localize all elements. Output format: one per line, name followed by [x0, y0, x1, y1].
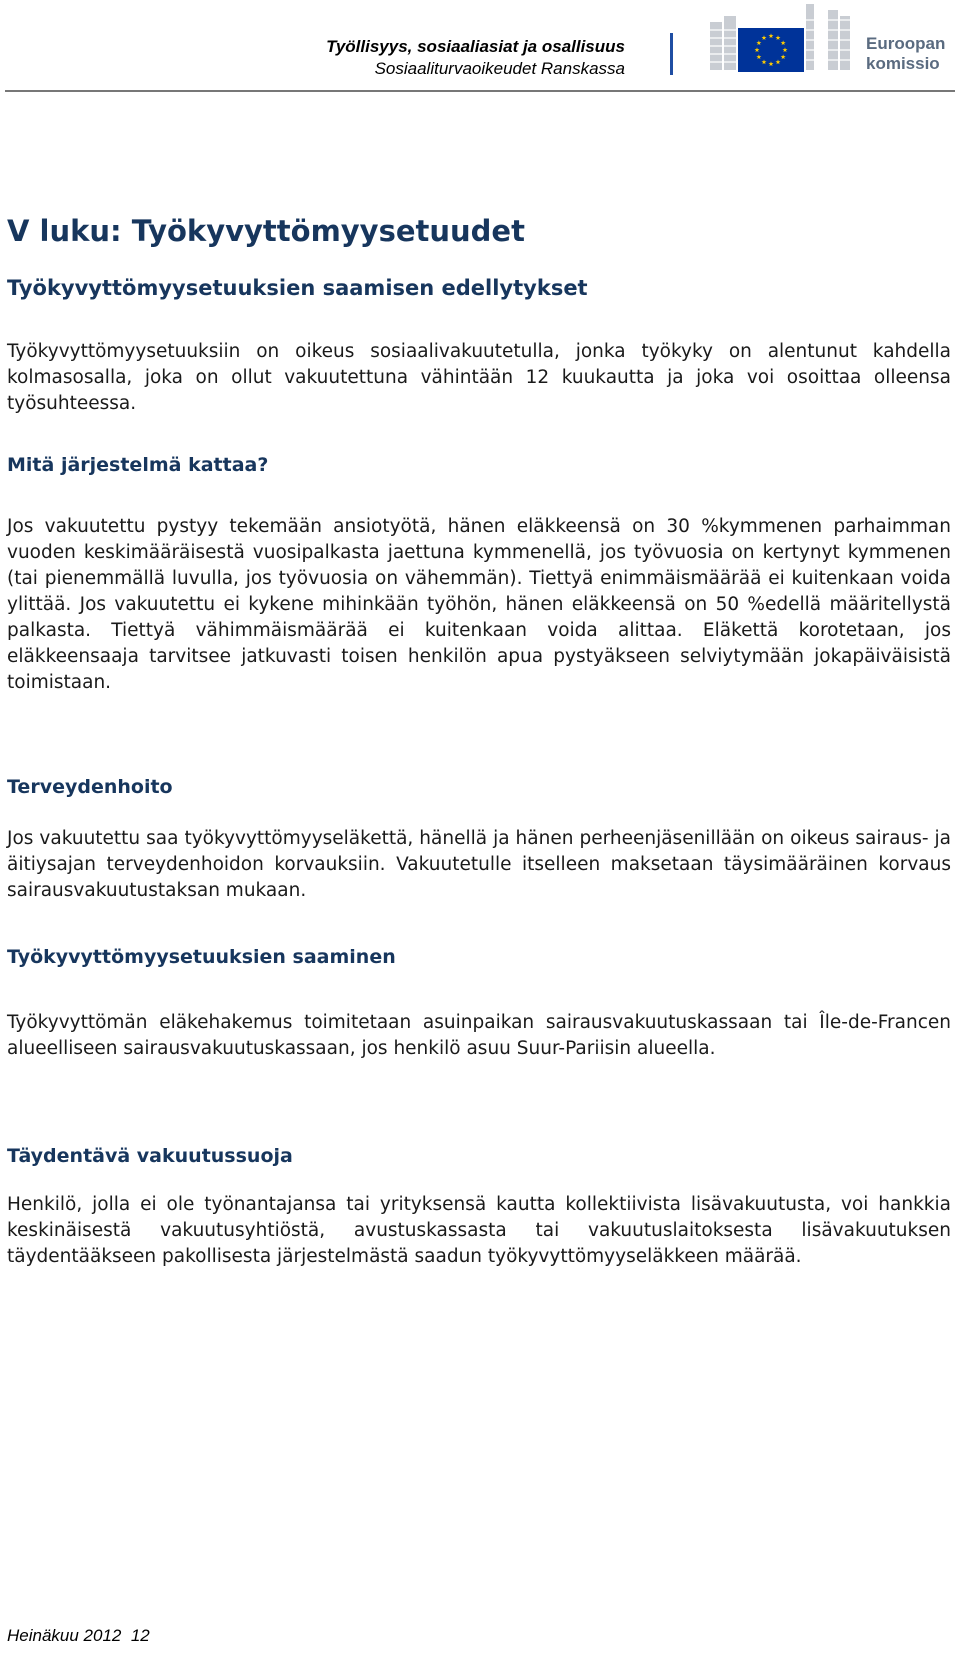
logo-text — [866, 34, 945, 74]
section-title-coverage: Mitä järjestelmä kattaa? — [7, 454, 269, 476]
chapter-title: V luku: Työkyvyttömyysetuudet — [7, 214, 525, 248]
logo-line2: komissio — [866, 54, 940, 73]
section-title-eligibility: Työkyvyttömyysetuuksien saamisen edellytykset — [7, 276, 588, 300]
section-title-healthcare: Terveydenhoito — [7, 776, 173, 798]
header-subtitle: Sosiaaliturvaoikeudet Ranskassa — [374, 59, 625, 78]
berlaymont-flag-icon — [710, 0, 860, 78]
page-header — [0, 0, 960, 92]
paragraph-coverage: Jos vakuutettu pystyy tekemään ansiotyötä, hänen eläkkeensä on 30 %kymmenen parhaimman vuoden keskimääräisestä vuosipalkasta jaettuna kymmenellä, jos työvuosia on kertynyt kymmenen (tai pienemmällä luvulla, jos työvuosia on vähemmän). Tiettyä enimmäismäärää ei kuitenkaan voida ylittää. Jos vakuutettu ei kykene mihinkään työhön, hänen eläkkeensä on 50 %edellä määritellystä palkasta. Tiettyä vähimmäismäärää ei kuitenkaan voida alittaa. Eläkettä korotetaan, jos eläkkeensaaja tarvitsee jatkuvasti toisen henkilön apua pystyäkseen selviytymään jokapäiväisistä toimistaan. — [7, 516, 951, 693]
header-text — [326, 36, 625, 80]
section-title-obtaining: Työkyvyttömyysetuuksien saaminen — [7, 946, 396, 968]
paragraph-healthcare: Jos vakuutettu saa työkyvyttömyyseläkettä, hänellä ja hänen perheenjäsenillään on oikeus sairaus- ja äitiysajan terveydenhoidon korvauksiin. Vakuutetulle itselleen maksetaan täysimääräinen korvaus sairausvakuutustaksan mukaan. — [7, 828, 951, 901]
paragraph-eligibility: Työkyvyttömyysetuuksiin on oikeus sosiaalivakuutetulla, jonka työkyky on alentunut kahdella kolmasosalla, joka on ollut vakuutettuna vähintään 12 kuukautta ja joka voi osoittaa olleensa työsuhteessa. — [7, 341, 951, 414]
header-department: Työllisyys, sosiaaliasiat ja osallisuus — [326, 37, 625, 56]
logo-line1: Euroopan — [866, 34, 946, 53]
page-footer — [7, 1626, 150, 1646]
footer-date: Heinäkuu 2012 — [7, 1626, 122, 1645]
paragraph-supplementary: Henkilö, jolla ei ole työnantajansa tai yrityksensä kautta kollektiivista lisävakuutusta, voi hankkia keskinäisestä vakuutusyhtiöstä, avustuskassasta tai vakuutuslaitoksesta lisävakuutuksen täydentääkseen pakollisesta järjestelmästä saadun työkyvyttömyyseläkkeen määrää. — [7, 1194, 951, 1267]
header-rule — [5, 90, 955, 92]
section-title-supplementary: Täydentävä vakuutussuoja — [7, 1145, 293, 1167]
paragraph-obtaining: Työkyvyttömän eläkehakemus toimitetaan asuinpaikan sairausvakuutuskassaan tai Île-de-Francen alueelliseen sairausvakuutuskassaan, jos henkilö asuu Suur-Pariisin alueella. — [7, 1012, 951, 1059]
page-number: 12 — [130, 1626, 150, 1645]
european-commission-logo-icon — [710, 0, 950, 80]
header-divider — [670, 33, 673, 75]
